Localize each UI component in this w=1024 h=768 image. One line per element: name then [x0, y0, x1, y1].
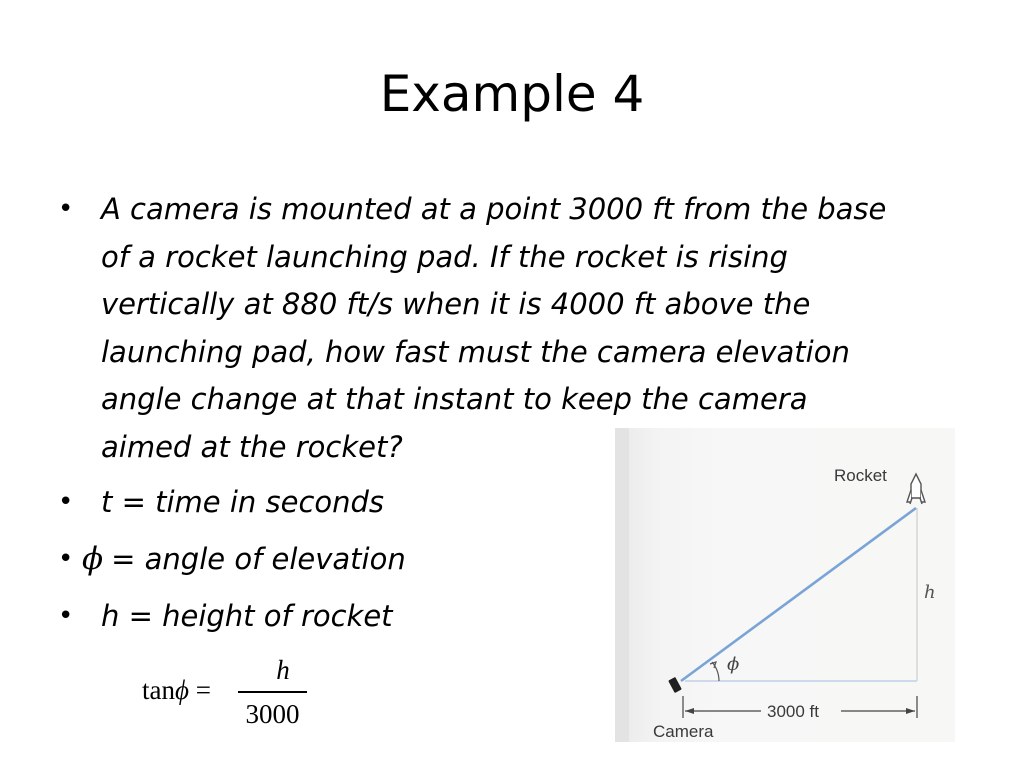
- formula-equals: =: [195, 675, 211, 705]
- formula-numerator: h: [276, 655, 290, 685]
- rocket-icon: [907, 474, 925, 504]
- tangent-formula: [142, 655, 317, 735]
- rocket-camera-figure: [615, 428, 955, 742]
- bullet-dot: •: [58, 487, 74, 517]
- camera-icon: [668, 677, 682, 693]
- formula-lhs: [142, 675, 211, 706]
- bullet-dot: •: [58, 601, 74, 631]
- figure-svg: [615, 428, 955, 742]
- distance-label: 3000 ft: [767, 702, 819, 721]
- fraction-bar: [238, 691, 307, 693]
- phi-symbol: ϕ: [82, 541, 104, 577]
- slide-title: Example 4: [379, 65, 645, 123]
- rocket-label: Rocket: [834, 466, 887, 485]
- camera-label: Camera: [653, 722, 714, 741]
- formula-phi: ϕ: [175, 675, 189, 705]
- bullet-dot: •: [58, 194, 74, 224]
- bullet-dot: •: [58, 544, 74, 574]
- sight-line: [681, 508, 916, 681]
- bullet-text: t = time in seconds: [101, 485, 385, 519]
- formula-denominator: 3000: [245, 699, 300, 729]
- height-label: h: [924, 582, 936, 603]
- bullet-text: h = height of rocket: [101, 599, 393, 633]
- formula-tan: tan: [142, 675, 175, 705]
- scan-shadow: [615, 428, 629, 742]
- angle-label: ϕ: [727, 654, 740, 675]
- bullet-text: A camera is mounted at a point 3000 ft from the base of a rocket launching pad. If the rocket is rising vertically at 880 ft/s when it is 4000 ft above the launching pad, how fast must the camera elevation angle change at that instant to keep the camera aimed at the rocket?: [101, 192, 887, 464]
- bullet-text: = angle of elevation: [111, 542, 406, 576]
